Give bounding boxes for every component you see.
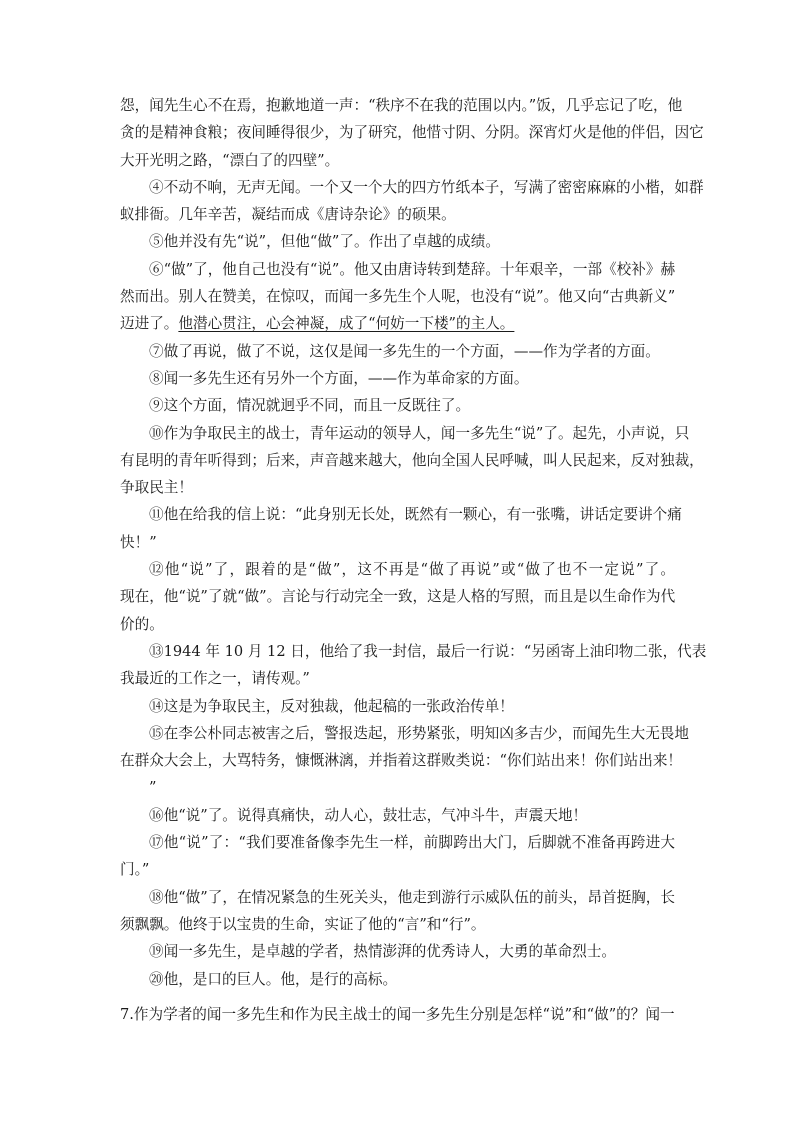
passage-line: 大开光明之路，“漂白了的四壁”。 [120, 151, 340, 169]
passage-line: ⑱他“做”了，在情况紧急的生死关头，他走到游行示威队伍的前头，昂首挺胸，长 [149, 888, 675, 906]
passage-line: ⑧闻一多先生还有另外一个方面，——作为革命家的方面。 [149, 369, 529, 387]
passage-line: ⑭这是为争取民主，反对独裁，他起稿的一张政治传单！ [149, 697, 514, 715]
passage-line: 争取民主！ [120, 479, 193, 497]
passage-line: ⑯他“说”了。说得真痛快，动人心，鼓壮志，气冲斗牛，声震天地！ [149, 806, 588, 824]
passage-line: 须飘飘。他终于以宝贵的生命，实证了他的“言”和“行”。 [120, 915, 486, 933]
passage-line: 贪的是精神食粮；夜间睡得很少，为了研究，他惜寸阴、分阴。深宵灯火是他的伴侣，因它 [120, 124, 704, 142]
passage-line: 在群众大会上，大骂特务，慷慨淋漓，并指着这群败类说：“你们站出来！你们站出来！ [120, 752, 683, 770]
passage-line: 现在，他“说”了就“做”。言论与行动完全一致，这是人格的写照，而且是以生命作为代 [120, 588, 676, 606]
passage-line: 然而出。别人在赞美，在惊叹，而闻一多先生个人呢，也没有“说”。他又向“古典新义” [120, 288, 676, 306]
passage-line: ⑰他“说”了：“我们要准备像李先生一样，前脚跨出大门，后脚就不准备再跨进大 [149, 834, 675, 852]
passage-line: ⑫他“说”了，跟着的是“做”，这不再是“做了再说”或“做了也不一定说”了。 [149, 561, 675, 579]
underlined-sentence: 他潜心贯注，心会神凝，成了“何妨一下楼”的主人。 [178, 315, 515, 333]
passage-line: ⑬1944 年 10 月 12 日，他给了我一封信，最后一行说：“另函寄上油印物二张，代表 [149, 642, 707, 660]
passage-line: ⑥“做”了，他自己也没有“说”。他又由唐诗转到楚辞。十年艰辛，一部《校补》赫 [149, 260, 676, 278]
passage-line: 有昆明的青年听得到；后来，声音越来越大，他向全国人民呼喊，叫人民起来，反对独裁， [120, 451, 704, 469]
passage-line: ⑨这个方面，情况就迥乎不同，而且一反既往了。 [149, 397, 471, 415]
passage-line: ⑲闻一多先生，是卓越的学者，热情澎湃的优秀诗人，大勇的革命烈士。 [149, 943, 617, 961]
passage-line: ⑦做了再说，做了不说，这仅是闻一多先生的一个方面，——作为学者的方面。 [149, 342, 660, 360]
passage-line: 门。” [120, 861, 150, 879]
passage-body [120, 92, 707, 993]
question-7: 7.作为学者的闻一多先生和作为民主战士的闻一多先生分别是怎样“说”和“做”的？闻一 [120, 1006, 675, 1023]
passage-line: 快！” [120, 533, 157, 551]
passage-line: ⑩作为争取民主的战士，青年运动的领导人，闻一多先生“说”了。起先，小声说，只 [149, 424, 690, 442]
passage-line: ④不动不响，无声无闻。一个又一个大的四方竹纸本子，写满了密密麻麻的小楷，如群 [149, 178, 704, 196]
passage-line: ” [149, 779, 157, 797]
passage-line: 蚁排衙。几年辛苦，凝结而成《唐诗杂论》的硕果。 [120, 206, 456, 224]
passage-line: ⑳他，是口的巨人。他，是行的高标。 [149, 970, 398, 988]
passage-line: ⑪他在给我的信上说：“此身别无长处，既然有一颗心，有一张嘴，讲话定要讲个痛 [149, 506, 682, 524]
passage-line: ⑮在李公朴同志被害之后，警报迭起，形势紧张，明知凶多吉少，而闻先生大无畏地 [149, 724, 689, 742]
passage-line: 我最近的工作之一，请传观。” [120, 670, 310, 688]
passage-line: 怨，闻先生心不在焉，抱歉地道一声：“秩序不在我的范围以内。”饭，几乎忘记了吃，他 [120, 97, 683, 114]
passage-line: 价的。 [120, 615, 164, 633]
passage-line: ⑤他并没有先“说”，但他“做”了。作出了卓越的成绩。 [149, 233, 500, 251]
line-text: 迈进了。 [120, 315, 179, 333]
passage-line [120, 310, 675, 337]
